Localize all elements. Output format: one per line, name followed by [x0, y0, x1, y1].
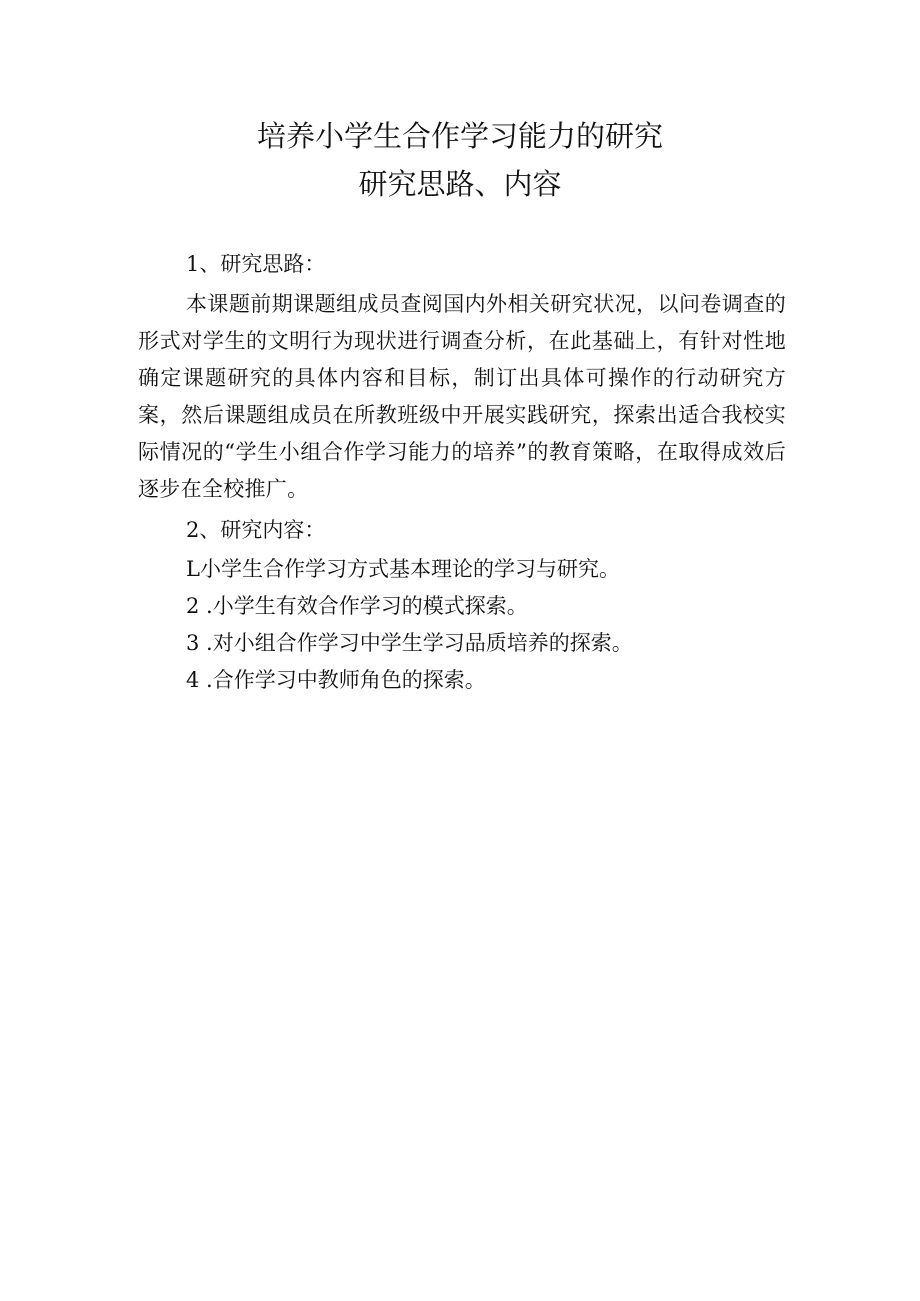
title-line-2: 研究思路、内容 — [358, 167, 562, 201]
list-item: L小学生合作学习方式基本理论的学习与研究。 — [186, 557, 620, 581]
document-body — [138, 246, 786, 699]
section1-heading: 1、研究思路： — [186, 252, 326, 276]
document-title — [0, 112, 920, 208]
list-item: 2 .小学生有效合作学习的模式探索。 — [186, 594, 528, 618]
section1-paragraph: 本课题前期课题组成员查阅国内外相关研究状况，以问卷调查的形式对学生的文明行为现状进行调查分析，在此基础上，有针对性地确定课题研究的具体内容和目标，制订出具体可操作的行动研究方案，然后课题组成员在所教班级中开展实践研究，探索出适合我校实际情况的“学生小组合作学习能力的培养”的教育策略，在取得成效后逐步在全校推广。 — [138, 292, 786, 501]
list-item: 3 .对小组合作学习中学生学习品质培养的探索。 — [186, 631, 633, 655]
section2-heading: 2、研究内容： — [186, 518, 326, 542]
list-item: 4 .合作学习中教师角色的探索。 — [186, 668, 486, 692]
title-line-1: 培养小学生合作学习能力的研究 — [256, 119, 663, 153]
research-content-list — [138, 551, 786, 699]
